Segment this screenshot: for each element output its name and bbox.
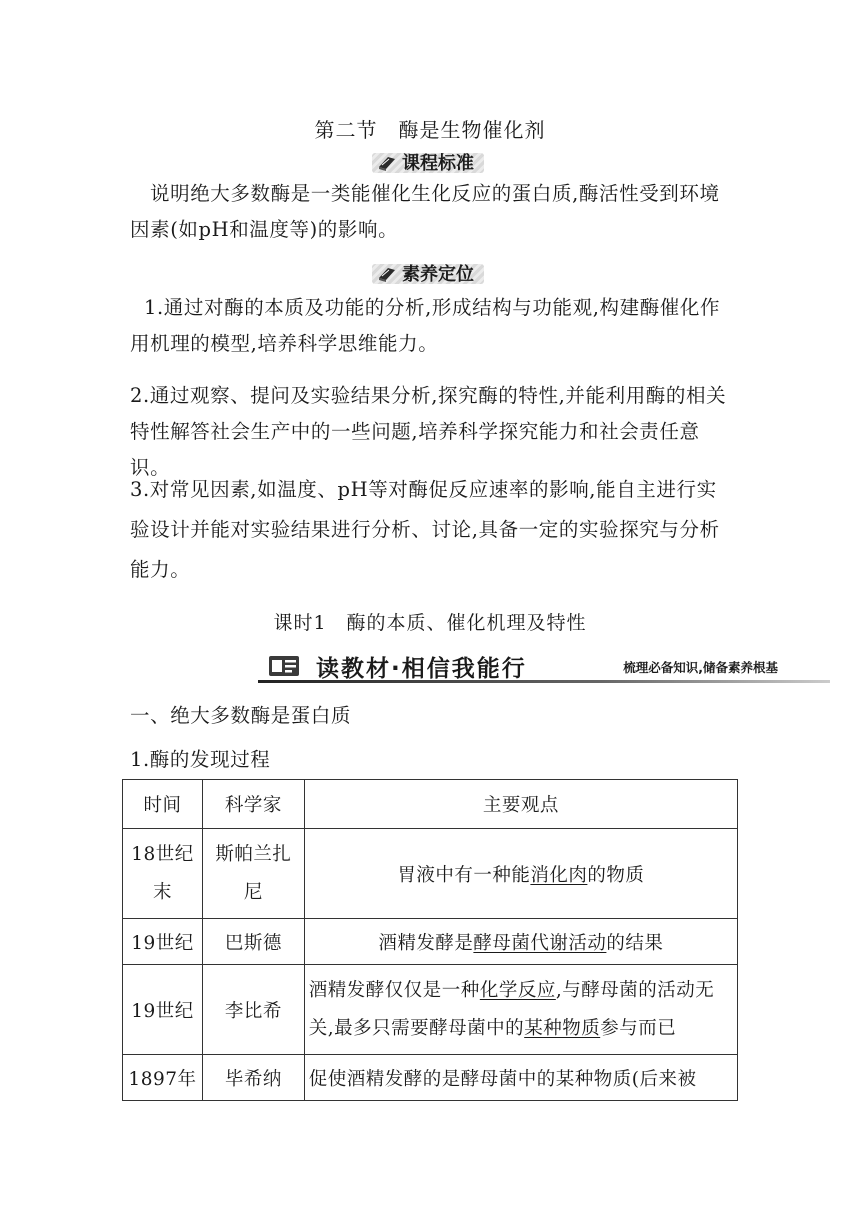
heading-enzyme-protein: 一、绝大多数酶是蛋白质	[130, 704, 352, 727]
literacy-item-2-text: 2.通过观察、提问及实验结果分析,探究酶的特性,并能利用酶的相关特性解答社会生产中的一些问题,培养科学探究能力和社会责任意识。	[130, 384, 727, 479]
standard-banner	[372, 147, 484, 177]
cell-scientist: 毕希纳	[202, 1055, 304, 1101]
view-text: 酒精发酵是	[378, 932, 474, 954]
literacy-banner-label: 素养定位	[402, 264, 474, 285]
lesson-title: 课时1 酶的本质、催化机理及特性	[273, 612, 587, 634]
discovery-table	[122, 779, 738, 1101]
reading-card-icon	[268, 652, 302, 680]
view-text: 促使酒精发酵的是酵母菌中的某种物质(后来被	[308, 1068, 697, 1090]
section-title: 第二节 酶是生物催化剂	[314, 118, 546, 142]
cell-view	[304, 829, 737, 919]
literacy-item-1	[130, 290, 730, 362]
standard-text	[130, 176, 730, 248]
view-underlined: 酵母菌代谢活动	[473, 932, 607, 954]
cell-scientist: 斯帕兰扎尼	[202, 829, 304, 919]
view-text: 的物质	[587, 864, 645, 886]
view-underlined: 消化肉	[530, 864, 588, 886]
view-underlined: 化学反应	[479, 979, 556, 1001]
view-text: ,与酵母菌的活动无关,最多只需要酵母菌中的	[308, 979, 715, 1039]
read-banner-subtitle: 梳理必备知识,储备素养根基	[623, 660, 778, 675]
cell-view	[304, 1055, 737, 1101]
read-banner-title: 读教材·相信我能行	[316, 656, 527, 682]
table-header-row	[123, 780, 738, 829]
header-scientist: 科学家	[202, 780, 304, 829]
literacy-banner	[372, 258, 484, 288]
cell-time: 19世纪	[123, 965, 203, 1055]
table-row	[123, 919, 738, 965]
table-row	[123, 1055, 738, 1101]
read-banner	[258, 650, 830, 684]
heading-discovery: 1.酶的发现过程	[130, 748, 271, 771]
table-row	[123, 829, 738, 919]
view-underlined: 某种物质	[524, 1017, 601, 1039]
view-text: 的结果	[606, 932, 664, 954]
cell-view	[304, 919, 737, 965]
header-time: 时间	[123, 780, 203, 829]
cell-scientist: 巴斯德	[202, 919, 304, 965]
standard-banner-label: 课程标准	[402, 153, 474, 174]
literacy-item-3-text: 3.对常见因素,如温度、pH等对酶促反应速率的影响,能自主进行实验设计并能对实验结果进行分析、讨论,具备一定的实验探究与分析能力。	[130, 478, 720, 581]
literacy-item-1-text: 1.通过对酶的本质及功能的分析,形成结构与功能观,构建酶催化作用机理的模型,培养科学思维能力。	[130, 296, 721, 355]
cell-time: 19世纪	[123, 919, 203, 965]
cell-time: 18世纪末	[123, 829, 203, 919]
header-view: 主要观点	[304, 780, 737, 829]
table-row	[123, 965, 738, 1055]
book-icon	[376, 151, 398, 173]
view-text: 参与而已	[600, 1017, 677, 1039]
cell-scientist: 李比希	[202, 965, 304, 1055]
view-text: 酒精发酵仅仅是一种	[308, 979, 480, 1001]
cell-view	[304, 965, 737, 1055]
view-text: 胃液中有一种能	[397, 864, 531, 886]
literacy-item-3	[130, 470, 730, 590]
book-icon	[376, 262, 398, 284]
standard-text-body: 说明绝大多数酶是一类能催化生化反应的蛋白质,酶活性受到环境因素(如pH和温度等)的影响。	[130, 182, 720, 241]
cell-time: 1897年	[123, 1055, 203, 1101]
